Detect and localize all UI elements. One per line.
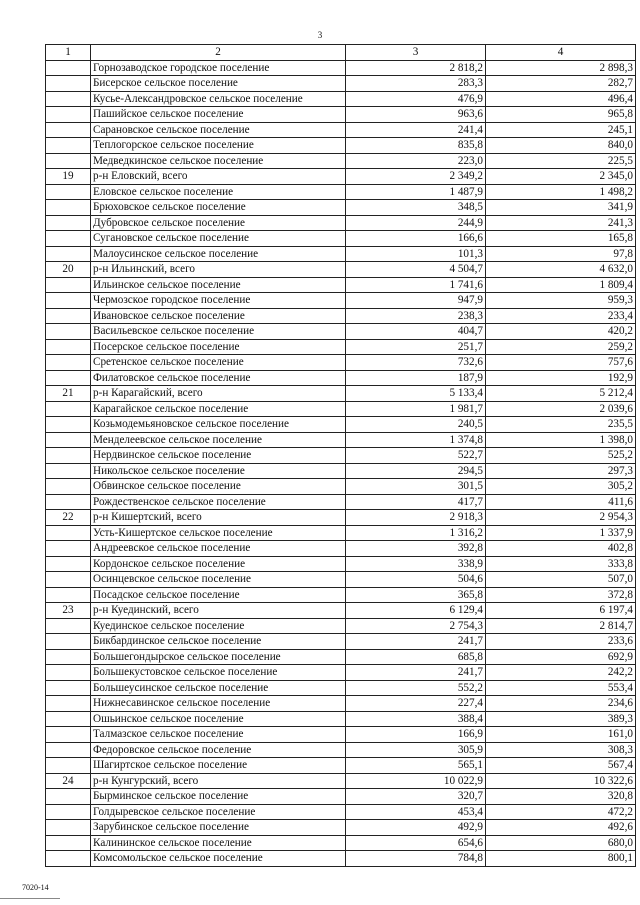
row-name-cell: Посерское сельское поселение bbox=[91, 339, 346, 355]
row-value-col4-cell: 320,8 bbox=[486, 789, 636, 805]
table-row bbox=[46, 789, 636, 805]
row-number-cell bbox=[46, 727, 91, 743]
row-value-col4-cell: 402,8 bbox=[486, 541, 636, 557]
row-value-col4-cell: 1 337,9 bbox=[486, 525, 636, 541]
row-value-col3-cell: 404,7 bbox=[346, 324, 486, 340]
row-number-cell bbox=[46, 696, 91, 712]
row-value-col4-cell: 333,8 bbox=[486, 556, 636, 572]
table-header-row bbox=[46, 45, 636, 61]
row-name-cell: Сарановское сельское поселение bbox=[91, 122, 346, 138]
row-name-cell: Рождественское сельское поселение bbox=[91, 494, 346, 510]
row-value-col4-cell: 1 498,2 bbox=[486, 184, 636, 200]
row-number-cell bbox=[46, 324, 91, 340]
row-value-col4-cell: 233,6 bbox=[486, 634, 636, 650]
row-number-cell bbox=[46, 308, 91, 324]
row-value-col3-cell: 365,8 bbox=[346, 587, 486, 603]
row-name-cell: Андреевское сельское поселение bbox=[91, 541, 346, 557]
row-number-cell: 20 bbox=[46, 262, 91, 278]
row-value-col3-cell: 2 818,2 bbox=[346, 60, 486, 76]
row-name-cell: р-н Ильинский, всего bbox=[91, 262, 346, 278]
row-value-col4-cell: 411,6 bbox=[486, 494, 636, 510]
table-row bbox=[46, 696, 636, 712]
table-row bbox=[46, 727, 636, 743]
row-value-col3-cell: 2 349,2 bbox=[346, 169, 486, 185]
row-value-col4-cell: 234,6 bbox=[486, 696, 636, 712]
row-value-col4-cell: 680,0 bbox=[486, 835, 636, 851]
row-value-col4-cell: 567,4 bbox=[486, 758, 636, 774]
table-row bbox=[46, 231, 636, 247]
row-value-col3-cell: 654,6 bbox=[346, 835, 486, 851]
table-row bbox=[46, 169, 636, 185]
row-name-cell: Комсомольское сельское поселение bbox=[91, 851, 346, 867]
row-name-cell: Шагиртское сельское поселение bbox=[91, 758, 346, 774]
row-name-cell: Малоусинское сельское поселение bbox=[91, 246, 346, 262]
table-row bbox=[46, 370, 636, 386]
table-row bbox=[46, 122, 636, 138]
row-value-col3-cell: 244,9 bbox=[346, 215, 486, 231]
row-value-col4-cell: 245,1 bbox=[486, 122, 636, 138]
table-row bbox=[46, 308, 636, 324]
row-value-col3-cell: 5 133,4 bbox=[346, 386, 486, 402]
row-value-col4-cell: 507,0 bbox=[486, 572, 636, 588]
row-number-cell bbox=[46, 153, 91, 169]
row-name-cell: Большеусинское сельское поселение bbox=[91, 680, 346, 696]
row-name-cell: Кусье-Александровское сельское поселение bbox=[91, 91, 346, 107]
table-row bbox=[46, 649, 636, 665]
row-value-col3-cell: 565,1 bbox=[346, 758, 486, 774]
row-value-col3-cell: 294,5 bbox=[346, 463, 486, 479]
row-value-col4-cell: 235,5 bbox=[486, 417, 636, 433]
row-value-col3-cell: 1 374,8 bbox=[346, 432, 486, 448]
row-value-col3-cell: 241,4 bbox=[346, 122, 486, 138]
table-row bbox=[46, 525, 636, 541]
row-name-cell: Большекустовское сельское поселение bbox=[91, 665, 346, 681]
row-value-col3-cell: 166,9 bbox=[346, 727, 486, 743]
table-row bbox=[46, 324, 636, 340]
table-row bbox=[46, 246, 636, 262]
row-number-cell bbox=[46, 789, 91, 805]
row-name-cell: Пашийское сельское поселение bbox=[91, 107, 346, 123]
row-name-cell: Большегондырское сельское поселение bbox=[91, 649, 346, 665]
row-value-col4-cell: 233,4 bbox=[486, 308, 636, 324]
row-value-col4-cell: 800,1 bbox=[486, 851, 636, 867]
row-name-cell: Никольское сельское поселение bbox=[91, 463, 346, 479]
row-number-cell bbox=[46, 634, 91, 650]
row-value-col3-cell: 1 981,7 bbox=[346, 401, 486, 417]
row-name-cell: Сугановское сельское поселение bbox=[91, 231, 346, 247]
row-number-cell bbox=[46, 60, 91, 76]
row-value-col3-cell: 1 316,2 bbox=[346, 525, 486, 541]
row-number-cell bbox=[46, 494, 91, 510]
table-row bbox=[46, 76, 636, 92]
row-name-cell: Кордонское сельское поселение bbox=[91, 556, 346, 572]
row-value-col3-cell: 101,3 bbox=[346, 246, 486, 262]
row-value-col4-cell: 97,8 bbox=[486, 246, 636, 262]
row-value-col3-cell: 338,9 bbox=[346, 556, 486, 572]
row-value-col3-cell: 238,3 bbox=[346, 308, 486, 324]
table-row bbox=[46, 711, 636, 727]
row-value-col3-cell: 392,8 bbox=[346, 541, 486, 557]
row-number-cell bbox=[46, 835, 91, 851]
table-row bbox=[46, 91, 636, 107]
table-row bbox=[46, 463, 636, 479]
row-value-col4-cell: 553,4 bbox=[486, 680, 636, 696]
row-number-cell bbox=[46, 665, 91, 681]
row-value-col4-cell: 420,2 bbox=[486, 324, 636, 340]
row-name-cell: Бикбардинское сельское поселение bbox=[91, 634, 346, 650]
table-row bbox=[46, 603, 636, 619]
row-value-col3-cell: 685,8 bbox=[346, 649, 486, 665]
row-number-cell bbox=[46, 479, 91, 495]
budget-table bbox=[45, 44, 636, 867]
row-number-cell bbox=[46, 184, 91, 200]
row-value-col4-cell: 341,9 bbox=[486, 200, 636, 216]
row-value-col3-cell: 453,4 bbox=[346, 804, 486, 820]
row-number-cell bbox=[46, 804, 91, 820]
row-number-cell bbox=[46, 246, 91, 262]
table-row bbox=[46, 153, 636, 169]
row-number-cell bbox=[46, 200, 91, 216]
row-value-col4-cell: 525,2 bbox=[486, 448, 636, 464]
row-value-col3-cell: 504,6 bbox=[346, 572, 486, 588]
row-name-cell: Бисерское сельское поселение bbox=[91, 76, 346, 92]
header-cell-1: 1 bbox=[46, 45, 91, 61]
table-row bbox=[46, 215, 636, 231]
row-name-cell: р-н Куединский, всего bbox=[91, 603, 346, 619]
row-value-col3-cell: 305,9 bbox=[346, 742, 486, 758]
row-value-col4-cell: 2 954,3 bbox=[486, 510, 636, 526]
row-number-cell bbox=[46, 432, 91, 448]
row-name-cell: Ошьинское сельское поселение bbox=[91, 711, 346, 727]
table-row bbox=[46, 665, 636, 681]
table-row bbox=[46, 587, 636, 603]
row-value-col3-cell: 417,7 bbox=[346, 494, 486, 510]
table-row bbox=[46, 479, 636, 495]
row-value-col3-cell: 320,7 bbox=[346, 789, 486, 805]
row-number-cell bbox=[46, 525, 91, 541]
row-name-cell: Калининское сельское поселение bbox=[91, 835, 346, 851]
table-row bbox=[46, 432, 636, 448]
row-name-cell: Менделеевское сельское поселение bbox=[91, 432, 346, 448]
table-row bbox=[46, 138, 636, 154]
row-value-col4-cell: 840,0 bbox=[486, 138, 636, 154]
table-row bbox=[46, 820, 636, 836]
row-name-cell: Теплогорское сельское поселение bbox=[91, 138, 346, 154]
row-value-col4-cell: 165,8 bbox=[486, 231, 636, 247]
row-value-col3-cell: 241,7 bbox=[346, 634, 486, 650]
row-value-col4-cell: 496,4 bbox=[486, 91, 636, 107]
row-name-cell: Чермозское городское поселение bbox=[91, 293, 346, 309]
row-value-col3-cell: 301,5 bbox=[346, 479, 486, 495]
row-number-cell bbox=[46, 711, 91, 727]
row-value-col3-cell: 10 022,9 bbox=[346, 773, 486, 789]
row-value-col4-cell: 6 197,4 bbox=[486, 603, 636, 619]
row-value-col4-cell: 2 039,6 bbox=[486, 401, 636, 417]
row-name-cell: Зарубинское сельское поселение bbox=[91, 820, 346, 836]
table-row bbox=[46, 184, 636, 200]
page-number: 3 bbox=[317, 30, 323, 40]
row-value-col4-cell: 389,3 bbox=[486, 711, 636, 727]
table-row bbox=[46, 758, 636, 774]
table-row bbox=[46, 339, 636, 355]
row-number-cell bbox=[46, 758, 91, 774]
row-value-col3-cell: 251,7 bbox=[346, 339, 486, 355]
row-name-cell: Дубровское сельское поселение bbox=[91, 215, 346, 231]
row-value-col4-cell: 305,2 bbox=[486, 479, 636, 495]
row-value-col4-cell: 225,5 bbox=[486, 153, 636, 169]
row-value-col3-cell: 552,2 bbox=[346, 680, 486, 696]
row-name-cell: Нижнесавинское сельское поселение bbox=[91, 696, 346, 712]
table-row bbox=[46, 277, 636, 293]
row-value-col3-cell: 947,9 bbox=[346, 293, 486, 309]
row-value-col4-cell: 965,8 bbox=[486, 107, 636, 123]
row-number-cell bbox=[46, 122, 91, 138]
row-name-cell: р-н Кунгурский, всего bbox=[91, 773, 346, 789]
table-row bbox=[46, 835, 636, 851]
row-value-col3-cell: 1 487,9 bbox=[346, 184, 486, 200]
row-name-cell: Ильинское сельское поселение bbox=[91, 277, 346, 293]
row-number-cell bbox=[46, 293, 91, 309]
row-name-cell: Васильевское сельское поселение bbox=[91, 324, 346, 340]
row-number-cell bbox=[46, 541, 91, 557]
header-cell-4: 4 bbox=[486, 45, 636, 61]
table-row bbox=[46, 293, 636, 309]
row-value-col4-cell: 297,3 bbox=[486, 463, 636, 479]
row-name-cell: Посадское сельское поселение bbox=[91, 587, 346, 603]
row-name-cell: р-н Еловский, всего bbox=[91, 169, 346, 185]
row-value-col3-cell: 348,5 bbox=[346, 200, 486, 216]
row-value-col4-cell: 757,6 bbox=[486, 355, 636, 371]
row-value-col4-cell: 1 398,0 bbox=[486, 432, 636, 448]
row-value-col3-cell: 223,0 bbox=[346, 153, 486, 169]
table-row bbox=[46, 200, 636, 216]
table-row bbox=[46, 634, 636, 650]
row-value-col3-cell: 227,4 bbox=[346, 696, 486, 712]
row-number-cell bbox=[46, 742, 91, 758]
row-value-col3-cell: 187,9 bbox=[346, 370, 486, 386]
table-row bbox=[46, 386, 636, 402]
row-value-col3-cell: 522,7 bbox=[346, 448, 486, 464]
table-row bbox=[46, 556, 636, 572]
row-value-col4-cell: 4 632,0 bbox=[486, 262, 636, 278]
table-row bbox=[46, 448, 636, 464]
row-name-cell: Усть-Кишертское сельское поселение bbox=[91, 525, 346, 541]
table-row bbox=[46, 107, 636, 123]
row-value-col3-cell: 4 504,7 bbox=[346, 262, 486, 278]
row-value-col4-cell: 259,2 bbox=[486, 339, 636, 355]
row-value-col3-cell: 6 129,4 bbox=[346, 603, 486, 619]
table-row bbox=[46, 262, 636, 278]
row-value-col3-cell: 1 741,6 bbox=[346, 277, 486, 293]
row-value-col3-cell: 240,5 bbox=[346, 417, 486, 433]
row-name-cell: р-н Кишертский, всего bbox=[91, 510, 346, 526]
row-name-cell: Осинцевское сельское поселение bbox=[91, 572, 346, 588]
row-value-col4-cell: 2 345,0 bbox=[486, 169, 636, 185]
table-row bbox=[46, 572, 636, 588]
row-value-col4-cell: 5 212,4 bbox=[486, 386, 636, 402]
row-number-cell bbox=[46, 448, 91, 464]
row-value-col3-cell: 283,3 bbox=[346, 76, 486, 92]
row-value-col4-cell: 161,0 bbox=[486, 727, 636, 743]
table-row bbox=[46, 618, 636, 634]
header-cell-3: 3 bbox=[346, 45, 486, 61]
row-value-col4-cell: 2 898,3 bbox=[486, 60, 636, 76]
table-row bbox=[46, 742, 636, 758]
row-value-col3-cell: 166,6 bbox=[346, 231, 486, 247]
row-name-cell: Ивановское сельское поселение bbox=[91, 308, 346, 324]
row-value-col4-cell: 192,9 bbox=[486, 370, 636, 386]
row-value-col3-cell: 963,6 bbox=[346, 107, 486, 123]
row-name-cell: Еловское сельское поселение bbox=[91, 184, 346, 200]
row-value-col4-cell: 2 814,7 bbox=[486, 618, 636, 634]
table-row bbox=[46, 510, 636, 526]
document-code: 7020-14 bbox=[22, 883, 49, 892]
table-row bbox=[46, 541, 636, 557]
row-number-cell bbox=[46, 417, 91, 433]
row-number-cell: 21 bbox=[46, 386, 91, 402]
row-number-cell: 22 bbox=[46, 510, 91, 526]
table-row bbox=[46, 773, 636, 789]
row-number-cell bbox=[46, 215, 91, 231]
header-cell-2: 2 bbox=[91, 45, 346, 61]
row-name-cell: Бырминское сельское поселение bbox=[91, 789, 346, 805]
table-row bbox=[46, 680, 636, 696]
row-number-cell bbox=[46, 618, 91, 634]
table-row bbox=[46, 355, 636, 371]
table-row bbox=[46, 804, 636, 820]
row-value-col4-cell: 241,3 bbox=[486, 215, 636, 231]
table-row bbox=[46, 417, 636, 433]
row-number-cell bbox=[46, 463, 91, 479]
row-value-col3-cell: 2 918,3 bbox=[346, 510, 486, 526]
table-row bbox=[46, 60, 636, 76]
row-name-cell: Нердвинское сельское поселение bbox=[91, 448, 346, 464]
row-name-cell: Куединское сельское поселение bbox=[91, 618, 346, 634]
row-number-cell bbox=[46, 820, 91, 836]
row-value-col3-cell: 476,9 bbox=[346, 91, 486, 107]
row-name-cell: Обвинское сельское поселение bbox=[91, 479, 346, 495]
row-number-cell bbox=[46, 649, 91, 665]
row-number-cell bbox=[46, 680, 91, 696]
row-number-cell bbox=[46, 138, 91, 154]
row-value-col4-cell: 242,2 bbox=[486, 665, 636, 681]
table-row bbox=[46, 401, 636, 417]
row-number-cell bbox=[46, 355, 91, 371]
row-name-cell: Брюховское сельское поселение bbox=[91, 200, 346, 216]
row-value-col4-cell: 308,3 bbox=[486, 742, 636, 758]
row-name-cell: Горнозаводское городское поселение bbox=[91, 60, 346, 76]
row-value-col3-cell: 835,8 bbox=[346, 138, 486, 154]
row-number-cell bbox=[46, 587, 91, 603]
row-value-col3-cell: 492,9 bbox=[346, 820, 486, 836]
row-value-col4-cell: 959,3 bbox=[486, 293, 636, 309]
row-value-col4-cell: 692,9 bbox=[486, 649, 636, 665]
row-value-col4-cell: 472,2 bbox=[486, 804, 636, 820]
footer-divider bbox=[0, 898, 60, 899]
row-value-col4-cell: 1 809,4 bbox=[486, 277, 636, 293]
row-number-cell bbox=[46, 401, 91, 417]
row-value-col3-cell: 388,4 bbox=[346, 711, 486, 727]
row-value-col3-cell: 784,8 bbox=[346, 851, 486, 867]
row-number-cell bbox=[46, 231, 91, 247]
row-number-cell: 19 bbox=[46, 169, 91, 185]
row-number-cell bbox=[46, 76, 91, 92]
row-number-cell: 23 bbox=[46, 603, 91, 619]
row-number-cell bbox=[46, 277, 91, 293]
row-value-col4-cell: 10 322,6 bbox=[486, 773, 636, 789]
row-number-cell bbox=[46, 91, 91, 107]
row-number-cell bbox=[46, 339, 91, 355]
table-row bbox=[46, 851, 636, 867]
row-number-cell bbox=[46, 556, 91, 572]
row-name-cell: Медведкинское сельское поселение bbox=[91, 153, 346, 169]
row-name-cell: Федоровское сельское поселение bbox=[91, 742, 346, 758]
row-value-col4-cell: 282,7 bbox=[486, 76, 636, 92]
row-name-cell: Голдыревское сельское поселение bbox=[91, 804, 346, 820]
row-number-cell bbox=[46, 107, 91, 123]
row-name-cell: Филатовское сельское поселение bbox=[91, 370, 346, 386]
row-value-col3-cell: 732,6 bbox=[346, 355, 486, 371]
row-name-cell: Талмазское сельское поселение bbox=[91, 727, 346, 743]
row-value-col3-cell: 241,7 bbox=[346, 665, 486, 681]
row-value-col3-cell: 2 754,3 bbox=[346, 618, 486, 634]
row-name-cell: Карагайское сельское поселение bbox=[91, 401, 346, 417]
row-name-cell: р-н Карагайский, всего bbox=[91, 386, 346, 402]
row-number-cell bbox=[46, 572, 91, 588]
row-value-col4-cell: 492,6 bbox=[486, 820, 636, 836]
row-number-cell bbox=[46, 851, 91, 867]
row-name-cell: Козьмодемьяновское сельское поселение bbox=[91, 417, 346, 433]
row-value-col4-cell: 372,8 bbox=[486, 587, 636, 603]
row-name-cell: Сретенское сельское поселение bbox=[91, 355, 346, 371]
row-number-cell bbox=[46, 370, 91, 386]
row-number-cell: 24 bbox=[46, 773, 91, 789]
table-row bbox=[46, 494, 636, 510]
